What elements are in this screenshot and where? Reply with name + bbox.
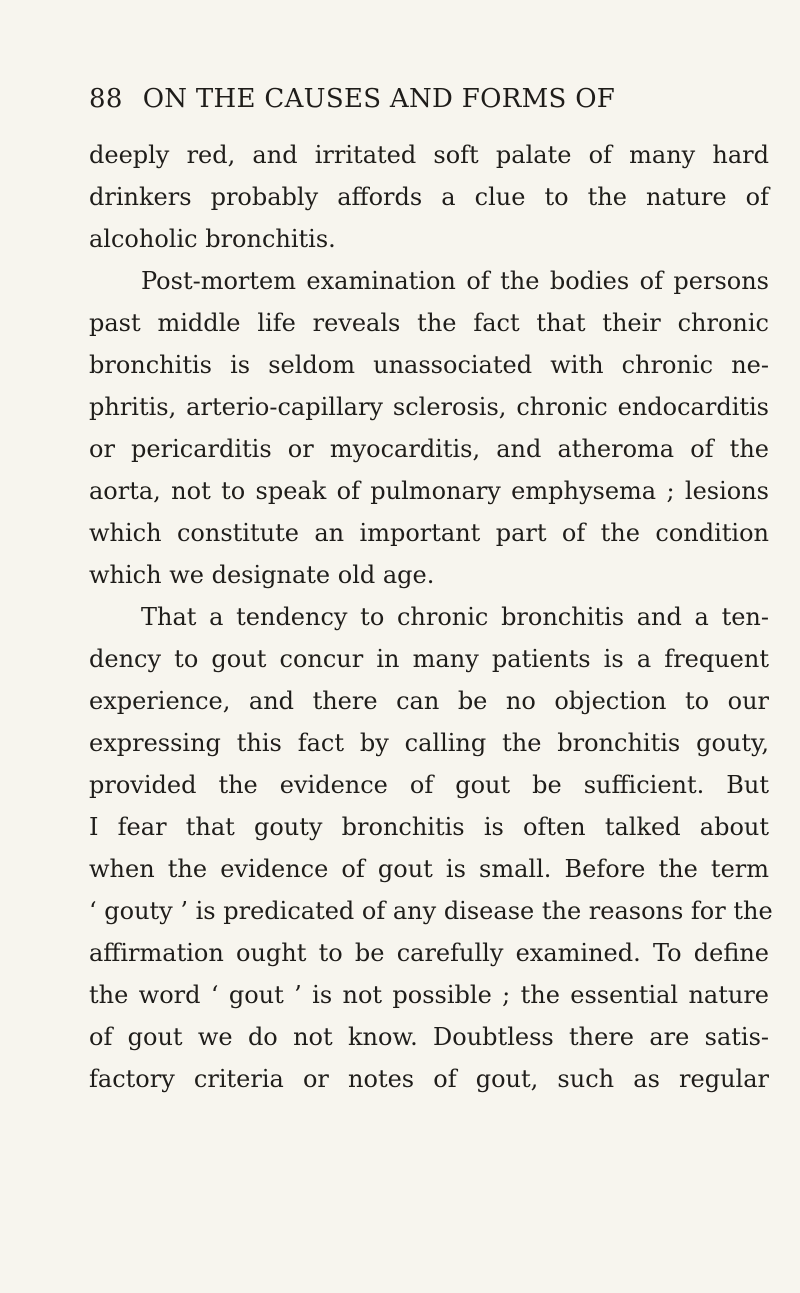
- text-line: That a tendency to chronic bronchitis and a ten-: [141, 603, 769, 631]
- text-line: dency to gout concur in many patients is a frequent: [89, 645, 769, 673]
- running-title: ON THE CAUSES AND FORMS OF: [142, 84, 616, 114]
- text-line: bronchitis is seldom unassociated with chronic ne-: [89, 351, 769, 379]
- text-line: when the evidence of gout is small. Before the term: [89, 855, 769, 883]
- text-line: experience, and there can be no objection to our: [89, 687, 769, 715]
- text-line: I fear that gouty bronchitis is often talked about: [89, 813, 769, 841]
- text-line: which we designate old age.: [89, 561, 435, 589]
- text-line: or pericarditis or myocarditis, and atheroma of the: [89, 435, 769, 463]
- text-line: factory criteria or notes of gout, such as regular: [89, 1065, 769, 1093]
- page-number: 88: [89, 84, 123, 114]
- text-line: ‘ gouty ’ is predicated of any disease the reasons for the: [89, 897, 773, 925]
- text-line: drinkers probably affords a clue to the nature of: [89, 183, 769, 211]
- text-line: deeply red, and irritated soft palate of many hard: [89, 141, 769, 169]
- text-line: Post-mortem examination of the bodies of persons: [141, 267, 769, 295]
- text-line: affirmation ought to be carefully examined. To define: [89, 939, 769, 967]
- text-line: which constitute an important part of the condition: [89, 519, 769, 547]
- text-line: alcoholic bronchitis.: [89, 225, 336, 253]
- text-line: phritis, arterio-capillary sclerosis, chronic endocarditis: [89, 393, 769, 421]
- body-text: [89, 134, 773, 1100]
- text-line: of gout we do not know. Doubtless there are satis-: [89, 1023, 769, 1051]
- running-header: [89, 84, 715, 114]
- text-line: expressing this fact by calling the bronchitis gouty,: [89, 729, 769, 757]
- text-line: aorta, not to speak of pulmonary emphysema ; lesions: [89, 477, 769, 505]
- text-line: the word ‘ gout ’ is not possible ; the essential nature: [89, 981, 769, 1009]
- text-line: provided the evidence of gout be sufficient. But: [89, 771, 769, 799]
- text-line: past middle life reveals the fact that their chronic: [89, 309, 769, 337]
